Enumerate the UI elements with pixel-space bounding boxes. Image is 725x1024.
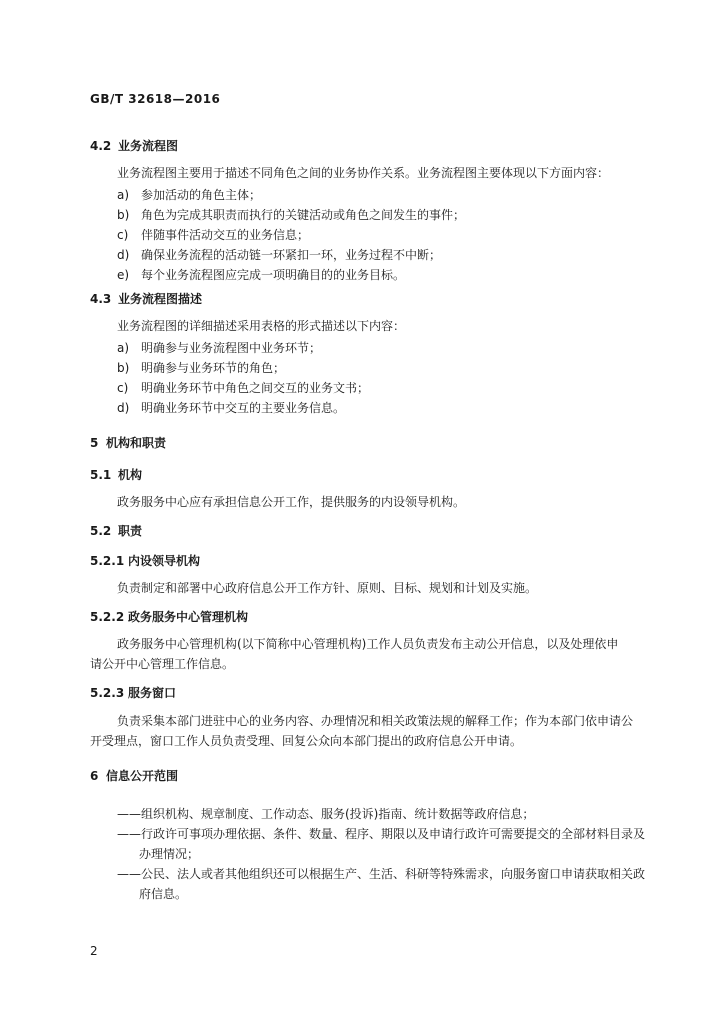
paragraph-line: 开受理点，窗口工作人员负责受理、回复公众向本部门提出的政府信息公开申请。 bbox=[90, 734, 523, 748]
paragraph: 业务流程图的详细描述采用表格的形式描述以下内容： bbox=[117, 319, 406, 333]
list-text: 明确参与业务流程图中业务环节； bbox=[141, 341, 322, 355]
standard-code: GB/T 32618—2016 bbox=[90, 92, 221, 106]
paragraph: 政务服务中心应有承担信息公开工作，提供服务的内设领导机构。 bbox=[117, 495, 466, 509]
section-number: 5.1 bbox=[90, 468, 112, 482]
list-marker: b) bbox=[117, 208, 130, 222]
list-text: ——公民、法人或者其他组织还可以根据生产、生活、科研等特殊需求，向服务窗口申请获取相关政 bbox=[117, 867, 646, 881]
section-title: 服务窗口 bbox=[128, 686, 177, 700]
section-number: 5.2 bbox=[90, 524, 112, 538]
list-marker: c) bbox=[117, 381, 129, 395]
list-item bbox=[117, 246, 637, 263]
list-marker: d) bbox=[117, 401, 130, 415]
section-title: 职责 bbox=[118, 524, 143, 538]
section-title: 机构 bbox=[118, 468, 143, 482]
list-marker: d) bbox=[117, 248, 130, 262]
list-item bbox=[117, 266, 637, 283]
list-item bbox=[117, 379, 637, 396]
dash-list-item bbox=[117, 825, 646, 842]
list-item bbox=[117, 339, 637, 356]
section-heading-4-3 bbox=[90, 290, 202, 307]
section-heading-6 bbox=[90, 767, 178, 784]
list-text: 明确业务环节中角色之间交互的业务文书； bbox=[141, 381, 370, 395]
list-marker: c) bbox=[117, 228, 129, 242]
section-number: 5 bbox=[90, 436, 99, 450]
section-heading-5 bbox=[90, 434, 166, 451]
list-marker: e) bbox=[117, 268, 130, 282]
list-text: 每个业务流程图应完成一项明确目的的业务目标。 bbox=[141, 268, 406, 282]
list-item bbox=[117, 399, 637, 416]
page-number: 2 bbox=[90, 944, 98, 958]
list-text: 角色为完成其职责而执行的关键活动或角色之间发生的事件； bbox=[141, 208, 466, 222]
section-number: 4.3 bbox=[90, 292, 112, 306]
section-number: 5.2.3 bbox=[90, 686, 125, 700]
list-text: 明确参与业务环节的角色； bbox=[141, 361, 286, 375]
paragraph: 负责制定和部署中心政府信息公开工作方针、原则、目标、规划和计划及实施。 bbox=[117, 581, 538, 595]
paragraph-line: 请公开中心管理工作信息。 bbox=[90, 657, 235, 671]
paragraph-line: 政务服务中心管理机构(以下简称中心管理机构)工作人员负责发布主动公开信息，以及处理依申 bbox=[117, 637, 619, 651]
dash-list-item bbox=[117, 805, 637, 822]
list-text: 参加活动的角色主体； bbox=[141, 188, 262, 202]
list-item bbox=[117, 186, 637, 203]
dash-list-continuation: 府信息。 bbox=[139, 887, 188, 901]
list-text: 明确业务环节中交互的主要业务信息。 bbox=[141, 401, 346, 415]
list-marker: b) bbox=[117, 361, 130, 375]
section-title: 政务服务中心管理机构 bbox=[128, 610, 249, 624]
list-marker: a) bbox=[117, 188, 130, 202]
section-number: 5.2.1 bbox=[90, 554, 125, 568]
section-title: 信息公开范围 bbox=[106, 769, 179, 783]
paragraph-line: 负责采集本部门进驻中心的业务内容、办理情况和相关政策法规的解释工作；作为本部门依申请公 bbox=[117, 714, 634, 728]
section-heading-5-2-2 bbox=[90, 608, 248, 625]
section-heading-5-2 bbox=[90, 522, 142, 539]
dash-list-item bbox=[117, 865, 646, 882]
list-text: 伴随事件活动交互的业务信息； bbox=[141, 228, 310, 242]
list-marker: a) bbox=[117, 341, 130, 355]
dash-list-continuation: 办理情况； bbox=[139, 847, 200, 861]
list-text: 确保业务流程的活动链一环紧扣一环，业务过程不中断； bbox=[141, 248, 442, 262]
list-item bbox=[117, 226, 637, 243]
list-item bbox=[117, 359, 637, 376]
section-heading-5-2-3 bbox=[90, 684, 176, 701]
section-heading-5-2-1 bbox=[90, 552, 200, 569]
section-heading-4-2 bbox=[90, 137, 178, 154]
section-number: 4.2 bbox=[90, 139, 112, 153]
section-number: 5.2.2 bbox=[90, 610, 125, 624]
list-text: ——组织机构、规章制度、工作动态、服务(投诉)指南、统计数据等政府信息； bbox=[117, 807, 535, 821]
list-text: ——行政许可事项办理依据、条件、数量、程序、期限以及申请行政许可需要提交的全部材料目录及 bbox=[117, 827, 646, 841]
list-item bbox=[117, 206, 637, 223]
paragraph: 业务流程图主要用于描述不同角色之间的业务协作关系。业务流程图主要体现以下方面内容： bbox=[117, 166, 610, 180]
section-number: 6 bbox=[90, 769, 99, 783]
section-title: 业务流程图 bbox=[118, 139, 179, 153]
section-title: 机构和职责 bbox=[106, 436, 167, 450]
section-heading-5-1 bbox=[90, 466, 142, 483]
section-title: 内设领导机构 bbox=[128, 554, 201, 568]
section-title: 业务流程图描述 bbox=[118, 292, 203, 306]
